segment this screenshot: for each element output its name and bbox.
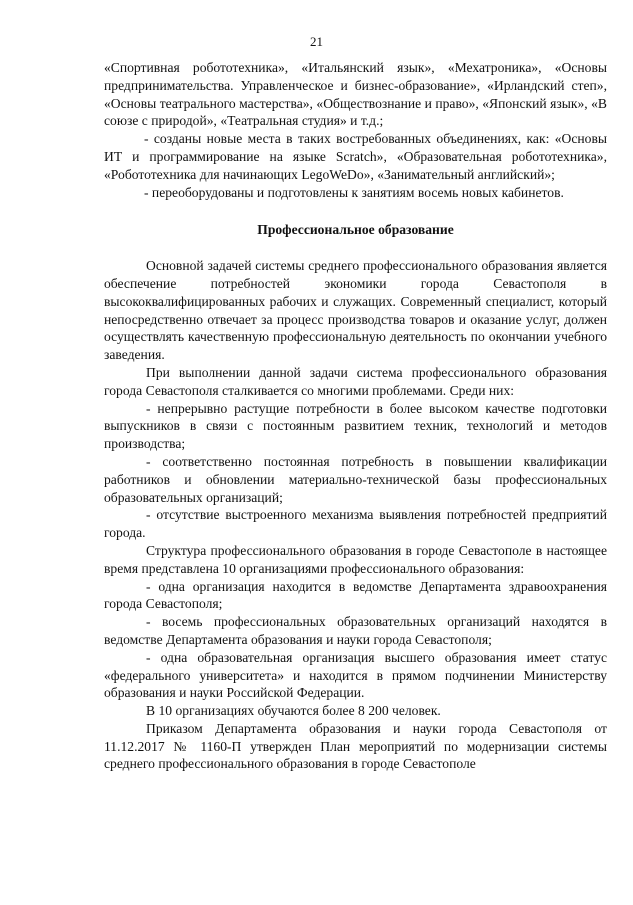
paragraph-order: Приказом Департамента образования и науки города Севастополя от 11.12.2017 № 1160-П утвержден План мероприятий по модернизации системы среднего профессионального образования в городе Севастополе — [104, 720, 607, 772]
page-number: 21 — [310, 34, 323, 49]
list-item-qualification: - соответственно постоянная потребность в повышении квалификации работников и обновлении материально-технической базы профессиональных образовательных организаций; — [104, 453, 607, 505]
paragraph-new-classrooms: - переоборудованы и подготовлены к занятиям восемь новых кабинетов. — [144, 184, 564, 200]
page-body — [104, 59, 607, 773]
list-item-growing-needs: - непрерывно растущие потребности в более высоком качестве подготовки выпускников в связи с постоянным развитием техник, технологий и методов производства; — [104, 400, 607, 452]
list-item-healthcare-org: - одна организация находится в ведомстве Департамента здравоохранения города Севастополя; — [104, 578, 607, 612]
paragraph-student-count: В 10 организациях обучаются более 8 200 человек. — [146, 703, 441, 719]
list-item-no-mechanism: - отсутствие выстроенного механизма выявления потребностей предприятий города. — [104, 507, 607, 541]
paragraph-problems-intro: При выполнении данной задачи система профессионального образования города Севастополя сталкивается со многими проблемами. Среди них: — [104, 364, 607, 398]
list-item-eight-orgs: - восемь профессиональных образовательных организаций находятся в ведомстве Департамента образования и науки города Севастополя; — [104, 614, 607, 647]
paragraph-structure: Структура профессионального образования в городе Севастополе в настоящее время представлена 10 организациями профессионального образования: — [104, 542, 607, 576]
paragraph-activity-list: «Спортивная робототехника», «Итальянский язык», «Мехатроника», «Основы предпринимательства. Управленческое и бизнес-образование», «Ирландский степ», «Основы театрального мастерства», «Обществознание и право», «Японский язык», «В союзе с природой», «Театральная студия» и т.д.; — [104, 60, 607, 129]
section-heading: Профессиональное образование — [257, 222, 454, 238]
paragraph-new-places: - созданы новые места в таких востребованных объединениях, как: «Основы ИТ и программирование на языке Scratch», «Образовательная робототехника», «Робототехника для начинающих LegoWeDo», «Занимательный английский»; — [104, 131, 607, 182]
list-item-federal-university: - одна образовательная организация высшего образования имеет статус «федерального университета» и находится в прямом подчинении Министерству образования и науки Российской Федерации. — [104, 649, 607, 701]
paragraph-main-task: Основной задачей системы среднего профессионального образования является обеспечение потребностей экономики города Севастополя в высококвалифицированных рабочих и служащих. Современный специалист, который непосредственно отвечает за процесс производства товаров и оказание услуг, должен осуществлять качественную профессиональную деятельность по окончании учебного заведения. — [104, 258, 607, 363]
